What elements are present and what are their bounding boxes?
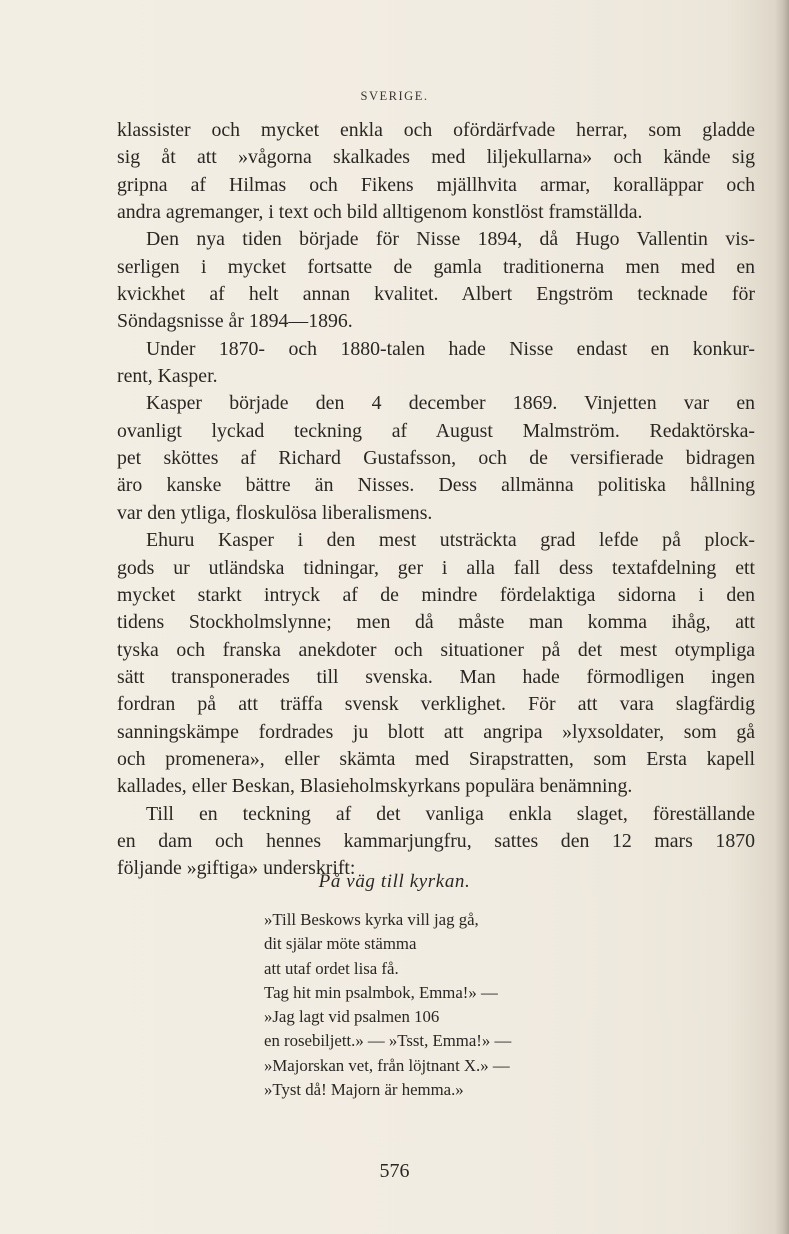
poem-line: en rosebiljett.» — »Tsst, Emma!» — bbox=[264, 1031, 512, 1051]
text-line: och promenera», eller skämta med Sirapstratten, som Ersta kapell bbox=[117, 747, 755, 770]
text-line: Till en teckning af det vanliga enkla slaget, föreställande bbox=[146, 802, 755, 825]
text-line: andra agremanger, i text och bild alltigenom konstlöst framställda. bbox=[117, 201, 643, 224]
text-line: fordran på att träffa svensk verklighet. För att vara slagfärdig bbox=[117, 693, 755, 716]
text-line: kallades, eller Beskan, Blasieholmskyrkans populära benämning. bbox=[117, 775, 633, 798]
poem-line: att utaf ordet lisa få. bbox=[264, 958, 399, 978]
poem-line: Tag hit min psalmbok, Emma!» — bbox=[264, 982, 498, 1002]
text-line: Under 1870- och 1880-talen hade Nisse endast en konkur- bbox=[146, 337, 755, 360]
poem-line: »Majorskan vet, från löjtnant X.» — bbox=[264, 1055, 510, 1075]
text-line: en dam och hennes kammarjungfru, sattes den 12 mars 1870 bbox=[117, 829, 755, 852]
poem-title: På väg till kyrkan. bbox=[318, 871, 471, 892]
text-line: följande »giftiga» underskrift: bbox=[117, 857, 356, 880]
text-line: rent, Kasper. bbox=[117, 365, 218, 388]
text-line: gods ur utländska tidningar, ger i alla fall dess textafdelning ett bbox=[117, 556, 755, 579]
running-head: SVERIGE. bbox=[360, 89, 429, 103]
text-line: Kasper började den 4 december 1869. Vinjetten var en bbox=[146, 392, 755, 415]
text-line: äro kanske bättre än Nisses. Dess allmänna politiska hållning bbox=[117, 474, 755, 497]
poem-line: »Till Beskows kyrka vill jag gå, bbox=[264, 910, 479, 929]
text-line: ovanligt lyckad teckning af August Malmström. Redaktörska- bbox=[117, 419, 755, 442]
body-text bbox=[117, 117, 755, 883]
text-line: Den nya tiden började för Nisse 1894, då Hugo Vallentin vis- bbox=[146, 228, 755, 251]
text-line: pet sköttes af Richard Gustafsson, och de versifierade bidragen bbox=[117, 447, 755, 470]
text-line: tyska och franska anekdoter och situationer på det mest otympliga bbox=[117, 638, 755, 661]
text-line: Ehuru Kasper i den mest utsträckta grad lefde på plock- bbox=[146, 529, 755, 552]
text-line: tidens Stockholmslynne; men då måste man komma ihåg, att bbox=[117, 611, 755, 634]
page-number: 576 bbox=[379, 1160, 410, 1182]
text-line: mycket starkt intryck af de mindre fördelaktiga sidorna i den bbox=[117, 583, 755, 606]
text-line: kvickhet af helt annan kvalitet. Albert Engström tecknade för bbox=[117, 283, 755, 306]
page-edge-shadow bbox=[775, 0, 789, 1234]
text-line: serligen i mycket fortsatte de gamla traditionerna men med en bbox=[117, 255, 755, 278]
text-line: sätt transponerades till svenska. Man hade förmodligen ingen bbox=[117, 665, 755, 688]
text-line: Söndagsnisse år 1894—1896. bbox=[117, 310, 353, 333]
poem bbox=[264, 908, 511, 1102]
poem-line: »Jag lagt vid psalmen 106 bbox=[264, 1007, 440, 1027]
text-line: klassister och mycket enkla och ofördärfvade herrar, som gladde bbox=[117, 119, 755, 141]
poem-line: dit själar möte stämma bbox=[264, 934, 417, 954]
text-line: sanningskämpe fordrades ju blott att angripa »lyxsoldater, som gå bbox=[117, 720, 755, 743]
text-line: var den ytliga, floskulösa liberalismens. bbox=[117, 501, 433, 524]
poem-line: »Tyst då! Majorn är hemma.» bbox=[264, 1080, 464, 1100]
text-line: sig åt att »vågorna skalkades med liljekullarna» och kände sig bbox=[117, 146, 755, 169]
text-line: gripna af Hilmas och Fikens mjällhvita armar, koralläppar och bbox=[117, 173, 755, 196]
